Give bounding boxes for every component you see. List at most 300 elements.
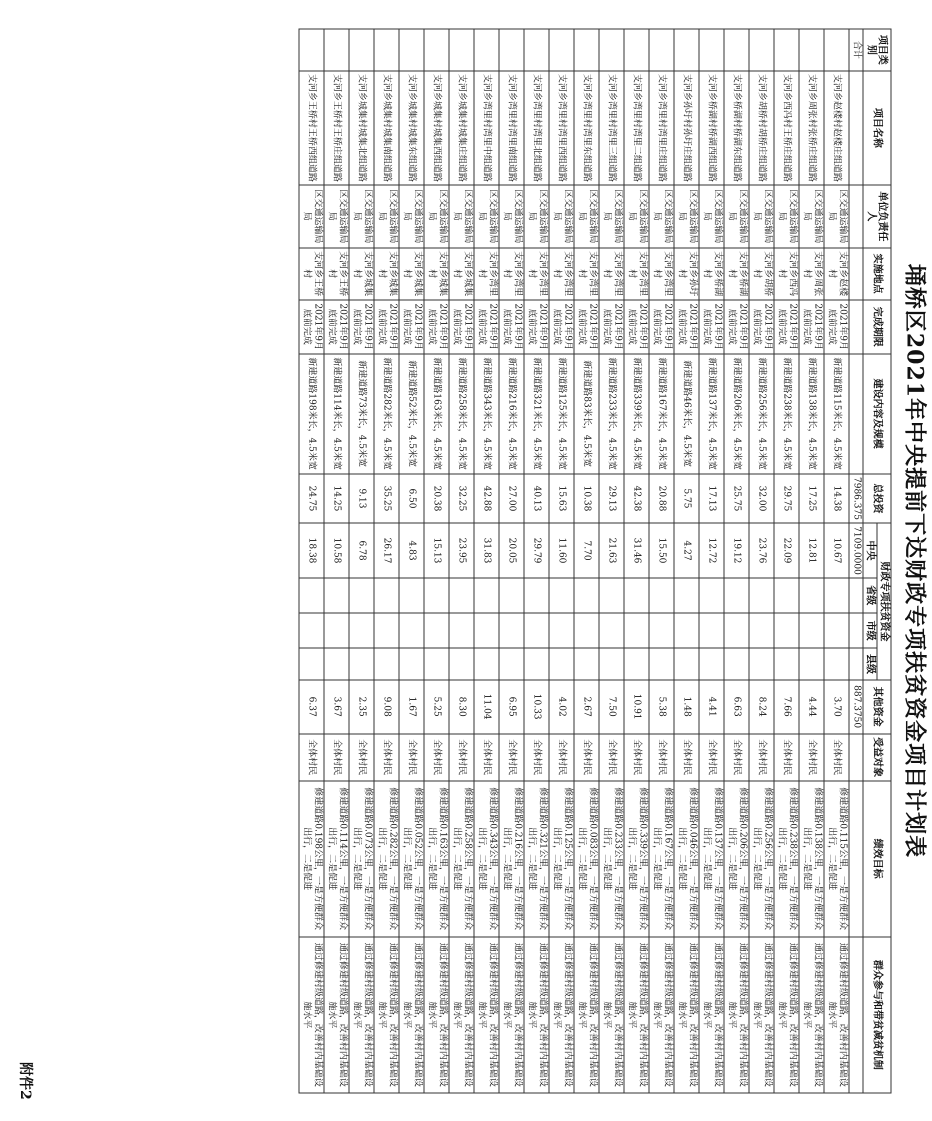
row-county <box>699 648 724 679</box>
table-row <box>399 29 424 1093</box>
row-goal: 修建道路0.052公里，一是方便群众出行，二是促进 <box>399 781 424 937</box>
table-row <box>324 29 349 1093</box>
row-city <box>299 613 324 648</box>
row-category <box>724 29 749 71</box>
row-other: 2.67 <box>574 680 599 734</box>
table-row <box>724 29 749 1093</box>
row-mechanism: 通过修建村级道路，改善村内基础设施水平 <box>799 937 824 1093</box>
row-name: 支河乡湾里村湾里东组道路 <box>574 71 599 186</box>
row-deadline: 2021年9月底前完成 <box>599 300 624 354</box>
header-content: 建设内容及规模 <box>863 354 891 474</box>
row-province <box>649 578 674 613</box>
row-unit: 区交通运输局局 <box>524 185 549 247</box>
row-goal: 修建道路0.206公里，一是方便群众出行，二是促进 <box>724 781 749 937</box>
row-goal: 修建道路0.138公里，一是方便群众出行，二是促进 <box>799 781 824 937</box>
row-county <box>674 648 699 679</box>
row-city <box>624 613 649 648</box>
row-deadline: 2021年9月底前完成 <box>624 300 649 354</box>
row-goal: 修建道路0.046公里，一是方便群众出行，二是促进 <box>674 781 699 937</box>
row-goal: 修建道路0.083公里，一是方便群众出行，二是促进 <box>574 781 599 937</box>
row-location: 支河乡湾里村 <box>549 248 574 300</box>
header-total: 总投资 <box>863 474 891 524</box>
row-location: 支河乡孙圩村 <box>674 248 699 300</box>
row-name: 支河乡城集村城集北组道路 <box>349 71 374 186</box>
row-name: 支河乡西冯村王桥庄组道路 <box>774 71 799 186</box>
row-goal: 修建道路0.282公里，一是方便群众出行，二是促进 <box>374 781 399 937</box>
row-category <box>624 29 649 71</box>
row-goal: 修建道路0.238公里，一是方便群众出行，二是促进 <box>774 781 799 937</box>
row-total: 9.13 <box>349 474 374 524</box>
row-goal: 修建道路0.198公里，一是方便群众出行，二是促进 <box>299 781 324 937</box>
row-location: 支河乡湾里村 <box>499 248 524 300</box>
row-total: 15.63 <box>549 474 574 524</box>
row-goal: 修建道路0.125公里，一是方便群众出行，二是促进 <box>549 781 574 937</box>
row-central: 6.78 <box>349 523 374 577</box>
row-mechanism: 通过修建村级道路，改善村内基础设施水平 <box>299 937 324 1093</box>
row-content: 新建道路115米长，4.5米宽 <box>824 354 849 474</box>
row-city <box>399 613 424 648</box>
table-row <box>474 29 499 1093</box>
row-category <box>399 29 424 71</box>
row-county <box>474 648 499 679</box>
row-location: 支河乡西冯村 <box>774 248 799 300</box>
row-content: 新建道路206米长，4.5米宽 <box>724 354 749 474</box>
row-total: 14.38 <box>824 474 849 524</box>
row-county <box>524 648 549 679</box>
row-location: 支河乡湾里村 <box>524 248 549 300</box>
row-unit: 区交通运输局局 <box>374 185 399 247</box>
row-central: 7.70 <box>574 523 599 577</box>
row-city <box>824 613 849 648</box>
row-goal: 修建道路0.073公里，一是方便群众出行，二是促进 <box>349 781 374 937</box>
row-province <box>599 578 624 613</box>
row-deadline: 2021年9月底前完成 <box>649 300 674 354</box>
row-mechanism: 通过修建村级道路，改善村内基础设施水平 <box>724 937 749 1093</box>
row-city <box>324 613 349 648</box>
row-category <box>474 29 499 71</box>
row-deadline: 2021年9月底前完成 <box>549 300 574 354</box>
row-mechanism: 通过修建村级道路，改善村内基础设施水平 <box>349 937 374 1093</box>
row-central: 10.67 <box>824 523 849 577</box>
row-category <box>599 29 624 71</box>
row-other: 5.25 <box>424 680 449 734</box>
row-city <box>774 613 799 648</box>
row-deadline: 2021年9月底前完成 <box>799 300 824 354</box>
row-unit: 区交通运输局局 <box>724 185 749 247</box>
row-unit: 区交通运输局局 <box>449 185 474 247</box>
row-mechanism: 通过修建村级道路，改善村内基础设施水平 <box>424 937 449 1093</box>
row-location: 支河乡桥湖村 <box>724 248 749 300</box>
row-city <box>424 613 449 648</box>
row-central: 31.83 <box>474 523 499 577</box>
row-central: 26.17 <box>374 523 399 577</box>
row-category <box>424 29 449 71</box>
header-category: 项目类别 <box>863 29 891 71</box>
row-unit: 区交通运输局局 <box>674 185 699 247</box>
header-other: 其他资金 <box>863 680 891 734</box>
table-row <box>699 29 724 1093</box>
row-beneficiary: 全体村民 <box>424 734 449 781</box>
row-beneficiary: 全体村民 <box>724 734 749 781</box>
row-name: 支河乡王桥村王桥西组道路 <box>299 71 324 186</box>
row-content: 新建道路198米长，4.5米宽 <box>299 354 324 474</box>
table-row <box>299 29 324 1093</box>
row-goal: 修建道路0.114公里，一是方便群众出行，二是促进 <box>324 781 349 937</box>
row-province <box>624 578 649 613</box>
row-mechanism: 通过修建村级道路，改善村内基础设施水平 <box>374 937 399 1093</box>
row-province <box>349 578 374 613</box>
row-deadline: 2021年9月底前完成 <box>724 300 749 354</box>
row-county <box>749 648 774 679</box>
row-other: 7.50 <box>599 680 624 734</box>
row-city <box>499 613 524 648</box>
table-row <box>424 29 449 1093</box>
table-row <box>524 29 549 1093</box>
row-total: 35.25 <box>374 474 399 524</box>
row-unit: 区交通运输局局 <box>624 185 649 247</box>
row-unit: 区交通运输局局 <box>749 185 774 247</box>
row-name: 支河乡桥湖村桥湖东组道路 <box>724 71 749 186</box>
row-total: 17.13 <box>699 474 724 524</box>
row-name: 支河乡赵楼村赵楼庄组道路 <box>824 71 849 186</box>
table-row <box>824 29 849 1093</box>
row-county <box>774 648 799 679</box>
row-central: 4.83 <box>399 523 424 577</box>
header-name: 项目名称 <box>863 71 891 186</box>
row-name: 支河乡城集村城集南组道路 <box>374 71 399 186</box>
row-other: 2.35 <box>349 680 374 734</box>
row-city <box>449 613 474 648</box>
row-beneficiary: 全体村民 <box>599 734 624 781</box>
row-beneficiary: 全体村民 <box>399 734 424 781</box>
row-total: 5.75 <box>674 474 699 524</box>
row-category <box>549 29 574 71</box>
row-mechanism: 通过修建村级道路，改善村内基础设施水平 <box>324 937 349 1093</box>
row-unit: 区交通运输局局 <box>574 185 599 247</box>
row-central: 22.09 <box>774 523 799 577</box>
table-row <box>649 29 674 1093</box>
row-category <box>799 29 824 71</box>
row-deadline: 2021年9月底前完成 <box>699 300 724 354</box>
row-mechanism: 通过修建村级道路，改善村内基础设施水平 <box>649 937 674 1093</box>
row-name: 支河乡王桥村王桥庄组道路 <box>324 71 349 186</box>
row-mechanism: 通过修建村级道路，改善村内基础设施水平 <box>674 937 699 1093</box>
row-content: 新建道路73米长，4.5米宽 <box>349 354 374 474</box>
row-unit: 区交通运输局局 <box>424 185 449 247</box>
row-location: 支河乡王桥村 <box>324 248 349 300</box>
row-location: 支河乡湾里村 <box>624 248 649 300</box>
row-beneficiary: 全体村民 <box>799 734 824 781</box>
row-goal: 修建道路0.343公里，一是方便群众出行，二是促进 <box>474 781 499 937</box>
row-goal: 修建道路0.321公里，一是方便群众出行，二是促进 <box>524 781 549 937</box>
row-deadline: 2021年9月底前完成 <box>774 300 799 354</box>
row-province <box>574 578 599 613</box>
total-row <box>849 29 863 1093</box>
row-location: 支河乡城集村 <box>374 248 399 300</box>
row-central: 20.05 <box>499 523 524 577</box>
row-beneficiary: 全体村民 <box>524 734 549 781</box>
row-other: 10.91 <box>624 680 649 734</box>
row-city <box>799 613 824 648</box>
row-location: 支河乡桥湖村 <box>699 248 724 300</box>
row-mechanism: 通过修建村级道路，改善村内基础设施水平 <box>599 937 624 1093</box>
row-category <box>574 29 599 71</box>
row-deadline: 2021年9月底前完成 <box>524 300 549 354</box>
row-category <box>824 29 849 71</box>
row-unit: 区交通运输局局 <box>474 185 499 247</box>
row-location: 支河乡城集村 <box>399 248 424 300</box>
row-county <box>324 648 349 679</box>
row-unit: 区交通运输局局 <box>549 185 574 247</box>
row-unit: 区交通运输局局 <box>824 185 849 247</box>
row-central: 4.27 <box>674 523 699 577</box>
header-province: 省级 <box>863 578 877 613</box>
row-name: 支河乡孙圩村孙圩庄组道路 <box>674 71 699 186</box>
header-county: 县级 <box>863 648 877 679</box>
table-row <box>374 29 399 1093</box>
row-category <box>349 29 374 71</box>
table-row <box>799 29 824 1093</box>
row-province <box>474 578 499 613</box>
row-county <box>799 648 824 679</box>
row-total: 20.88 <box>649 474 674 524</box>
row-name: 支河乡周张村张桥庄组道路 <box>799 71 824 186</box>
row-goal: 修建道路0.258公里，一是方便群众出行，二是促进 <box>449 781 474 937</box>
table-row <box>774 29 799 1093</box>
row-total: 14.25 <box>324 474 349 524</box>
row-deadline: 2021年9月底前完成 <box>449 300 474 354</box>
row-name: 支河乡城集村城集西组道路 <box>424 71 449 186</box>
row-goal: 修建道路0.137公里，一是方便群众出行，二是促进 <box>699 781 724 937</box>
row-province <box>674 578 699 613</box>
row-deadline: 2021年9月底前完成 <box>299 300 324 354</box>
row-county <box>599 648 624 679</box>
row-county <box>649 648 674 679</box>
row-other: 4.41 <box>699 680 724 734</box>
row-beneficiary: 全体村民 <box>649 734 674 781</box>
row-mechanism: 通过修建村级道路，改善村内基础设施水平 <box>699 937 724 1093</box>
row-total: 10.38 <box>574 474 599 524</box>
row-category <box>374 29 399 71</box>
row-unit: 区交通运输局局 <box>499 185 524 247</box>
row-total: 42.88 <box>474 474 499 524</box>
header-deadline: 完成期限 <box>863 300 891 354</box>
row-location: 支河乡城集村 <box>349 248 374 300</box>
row-name: 支河乡城集村城集庄组道路 <box>449 71 474 186</box>
row-county <box>399 648 424 679</box>
row-unit: 区交通运输局局 <box>774 185 799 247</box>
row-content: 新建道路163米长，4.5米宽 <box>424 354 449 474</box>
row-county <box>824 648 849 679</box>
row-name: 支河乡湾里村湾里庄组道路 <box>649 71 674 186</box>
row-other: 6.63 <box>724 680 749 734</box>
row-unit: 区交通运输局局 <box>699 185 724 247</box>
row-city <box>374 613 399 648</box>
row-deadline: 2021年9月底前完成 <box>349 300 374 354</box>
row-total: 6.50 <box>399 474 424 524</box>
row-central: 15.50 <box>649 523 674 577</box>
row-beneficiary: 全体村民 <box>324 734 349 781</box>
row-province <box>374 578 399 613</box>
row-city <box>474 613 499 648</box>
row-province <box>499 578 524 613</box>
table-row <box>624 29 649 1093</box>
page-title: 埇桥区2021年中央提前下达财政专项扶贫资金项目计划表 <box>901 263 928 859</box>
row-beneficiary: 全体村民 <box>574 734 599 781</box>
row-county <box>724 648 749 679</box>
row-content: 新建道路321米长，4.5米宽 <box>524 354 549 474</box>
row-mechanism: 通过修建村级道路，改善村内基础设施水平 <box>549 937 574 1093</box>
row-goal: 修建道路0.339公里，一是方便群众出行，二是促进 <box>624 781 649 937</box>
table-row <box>349 29 374 1093</box>
row-beneficiary: 全体村民 <box>749 734 774 781</box>
row-city <box>349 613 374 648</box>
row-content: 新建道路216米长，4.5米宽 <box>499 354 524 474</box>
row-central: 18.38 <box>299 523 324 577</box>
row-other: 5.38 <box>649 680 674 734</box>
row-other: 6.95 <box>499 680 524 734</box>
row-county <box>449 648 474 679</box>
row-city <box>724 613 749 648</box>
row-province <box>549 578 574 613</box>
row-goal: 修建道路0.216公里，一是方便群众出行，二是促进 <box>499 781 524 937</box>
row-county <box>574 648 599 679</box>
row-total: 17.25 <box>799 474 824 524</box>
row-province <box>299 578 324 613</box>
table-row <box>549 29 574 1093</box>
row-other: 8.24 <box>749 680 774 734</box>
row-category <box>749 29 774 71</box>
row-beneficiary: 全体村民 <box>674 734 699 781</box>
header-central: 中央 <box>863 523 877 577</box>
row-beneficiary: 全体村民 <box>299 734 324 781</box>
row-category <box>649 29 674 71</box>
row-location: 支河乡王桥村 <box>299 248 324 300</box>
row-content: 新建道路258米长，4.5米宽 <box>449 354 474 474</box>
row-location: 支河乡湾里村 <box>599 248 624 300</box>
row-mechanism: 通过修建村级道路，改善村内基础设施水平 <box>399 937 424 1093</box>
row-beneficiary: 全体村民 <box>774 734 799 781</box>
row-unit: 区交通运输局局 <box>349 185 374 247</box>
row-deadline: 2021年9月底前完成 <box>674 300 699 354</box>
row-other: 10.33 <box>524 680 549 734</box>
row-location: 支河乡湾里村 <box>649 248 674 300</box>
row-goal: 修建道路0.115公里，一是方便群众出行，二是促进 <box>824 781 849 937</box>
row-total: 32.25 <box>449 474 474 524</box>
row-location: 支河乡湾里村 <box>574 248 599 300</box>
row-county <box>299 648 324 679</box>
row-mechanism: 通过修建村级道路，改善村内基础设施水平 <box>499 937 524 1093</box>
row-mechanism: 通过修建村级道路，改善村内基础设施水平 <box>474 937 499 1093</box>
row-location: 支河乡周张村 <box>799 248 824 300</box>
header-unit: 单位负责任人 <box>863 185 891 247</box>
table-row <box>449 29 474 1093</box>
row-county <box>424 648 449 679</box>
row-other: 1.67 <box>399 680 424 734</box>
row-central: 15.13 <box>424 523 449 577</box>
row-city <box>699 613 724 648</box>
row-location: 支河乡湾里村 <box>474 248 499 300</box>
row-other: 6.37 <box>299 680 324 734</box>
row-deadline: 2021年9月底前完成 <box>574 300 599 354</box>
row-content: 新建道路125米长，4.5米宽 <box>549 354 574 474</box>
row-deadline: 2021年9月底前完成 <box>824 300 849 354</box>
row-other: 11.04 <box>474 680 499 734</box>
row-content: 新建道路233米长，4.5米宽 <box>599 354 624 474</box>
row-county <box>349 648 374 679</box>
table-row <box>749 29 774 1093</box>
row-county <box>374 648 399 679</box>
row-central: 19.12 <box>724 523 749 577</box>
total-sum: 7986.375 <box>849 474 863 524</box>
row-name: 支河乡胡桥村胡桥庄组道路 <box>749 71 774 186</box>
row-province <box>424 578 449 613</box>
row-central: 23.76 <box>749 523 774 577</box>
row-content: 新建道路138米长，4.5米宽 <box>799 354 824 474</box>
row-unit: 区交通运输局局 <box>799 185 824 247</box>
header-location: 实施地点 <box>863 248 891 300</box>
row-content: 新建道路167米长，4.5米宽 <box>649 354 674 474</box>
row-content: 新建道路46米长，4.5米宽 <box>674 354 699 474</box>
table-row <box>599 29 624 1093</box>
row-other: 4.44 <box>799 680 824 734</box>
row-mechanism: 通过修建村级道路，改善村内基础设施水平 <box>524 937 549 1093</box>
row-deadline: 2021年9月底前完成 <box>399 300 424 354</box>
row-central: 10.58 <box>324 523 349 577</box>
row-county <box>549 648 574 679</box>
row-province <box>399 578 424 613</box>
row-category <box>674 29 699 71</box>
row-county <box>499 648 524 679</box>
row-mechanism: 通过修建村级道路，改善村内基础设施水平 <box>574 937 599 1093</box>
row-total: 42.38 <box>624 474 649 524</box>
row-beneficiary: 全体村民 <box>824 734 849 781</box>
row-central: 12.72 <box>699 523 724 577</box>
header-city: 市级 <box>863 613 877 648</box>
row-goal: 修建道路0.167公里，一是方便群众出行，二是促进 <box>649 781 674 937</box>
header-goal: 绩效目标 <box>863 781 891 937</box>
row-goal: 修建道路0.233公里，一是方便群众出行，二是促进 <box>599 781 624 937</box>
row-name: 支河乡湾里村湾里二组道路 <box>624 71 649 186</box>
row-content: 新建道路137米长，4.5米宽 <box>699 354 724 474</box>
row-province <box>799 578 824 613</box>
row-central: 29.79 <box>524 523 549 577</box>
row-category <box>449 29 474 71</box>
table-row <box>574 29 599 1093</box>
row-location: 支河乡城集村 <box>424 248 449 300</box>
total-label: 合计 <box>849 29 863 71</box>
row-total: 29.13 <box>599 474 624 524</box>
row-deadline: 2021年9月底前完成 <box>749 300 774 354</box>
row-total: 24.75 <box>299 474 324 524</box>
row-content: 新建道路339米长，4.5米宽 <box>624 354 649 474</box>
row-other: 7.66 <box>774 680 799 734</box>
row-beneficiary: 全体村民 <box>624 734 649 781</box>
row-other: 1.48 <box>674 680 699 734</box>
row-province <box>749 578 774 613</box>
row-category <box>499 29 524 71</box>
row-name: 支河乡湾里村湾里西组道路 <box>549 71 574 186</box>
row-province <box>724 578 749 613</box>
row-county <box>624 648 649 679</box>
row-province <box>524 578 549 613</box>
table-row <box>674 29 699 1093</box>
total-central: 7109.0000 <box>849 523 863 577</box>
row-category <box>699 29 724 71</box>
row-location: 支河乡赵楼村 <box>824 248 849 300</box>
row-central: 21.63 <box>599 523 624 577</box>
row-city <box>599 613 624 648</box>
